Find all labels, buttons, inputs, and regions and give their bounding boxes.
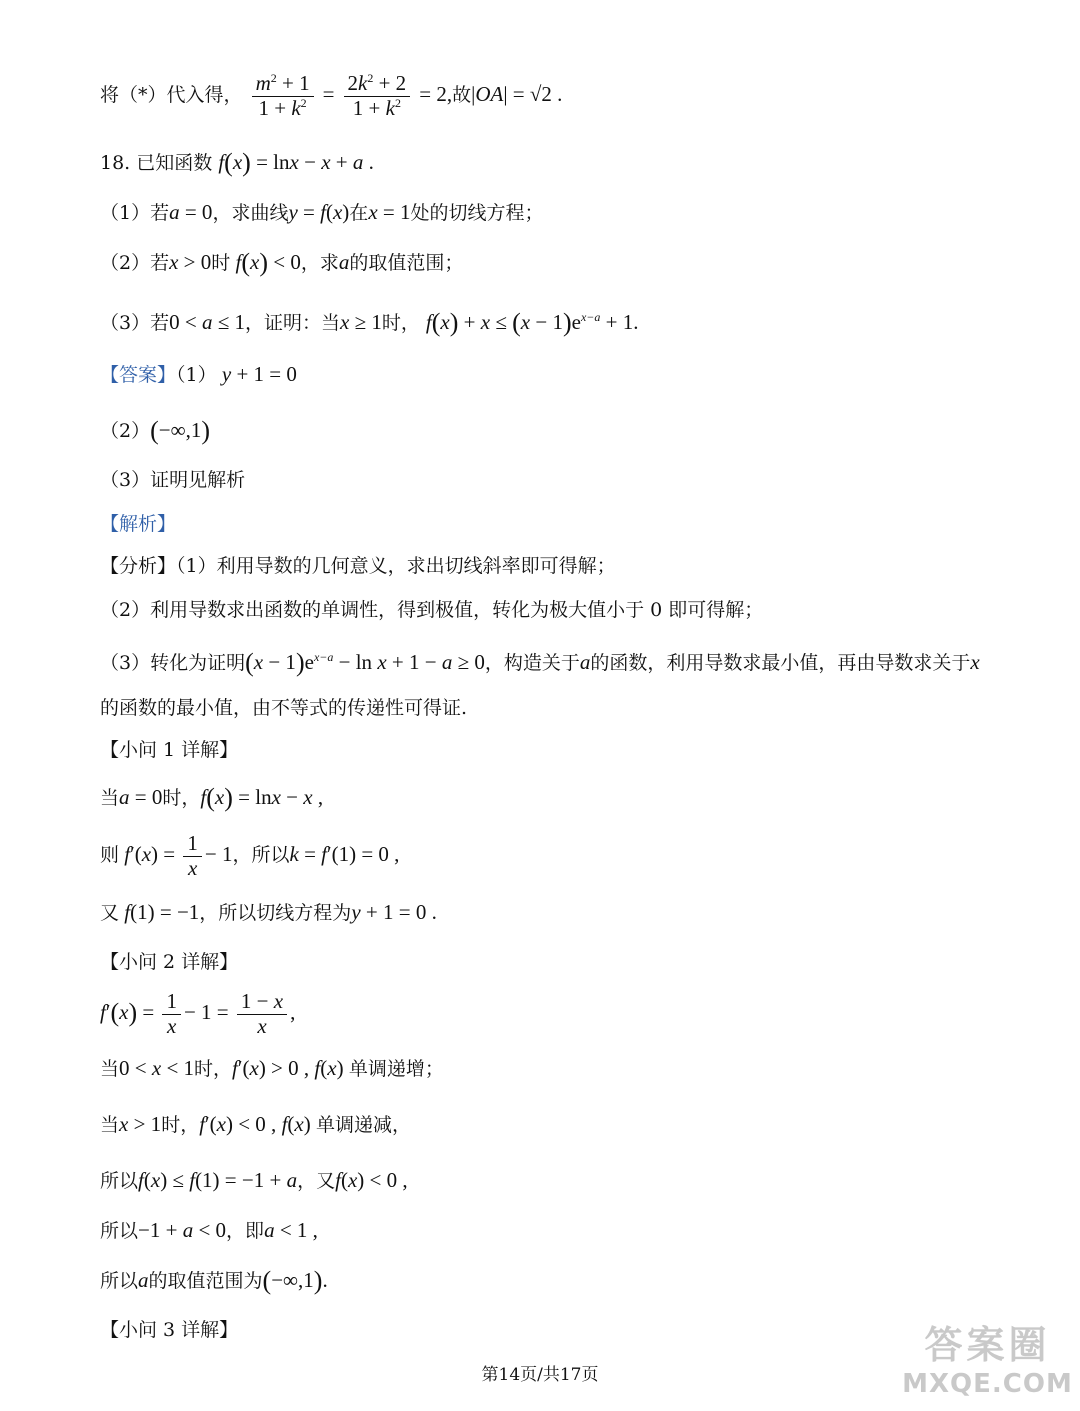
analysis-1: 【分析】（1）利用导数的几何意义，求出切线斜率即可得解； <box>100 555 616 577</box>
part2-line3: 当x > 1时，f′(x) < 0 , f(x) 单调递减， <box>100 1112 411 1136</box>
line-substitution: 将（*）代入得， $\frac{m^2 + 1}{1 + k^2}$ = $\frac{2k^2 + 2}{1 + k^2}$ = 2,故|OA| = √2 . <box>100 71 563 120</box>
question-2: （2）若x > 0时 f(x) < 0，求a的取值范围； <box>100 248 464 277</box>
part2-line5: 所以−1 + a < 0，即a < 1 , <box>100 1218 318 1242</box>
question-3: （3）若0 < a ≤ 1，证明：当x ≥ 1时， $f(x) + x \le (x - 1)e^{x-a} + 1$. <box>100 308 639 337</box>
part2-line4: 所以f(x) ≤ f(1) = −1 + a，又f(x) < 0 , <box>100 1168 408 1192</box>
text: 将（*）代入得， <box>100 84 243 106</box>
part1-line2: 则 f′(x) = $\frac{1}{x}$ − 1，所以k = f′(1) = 0 , <box>100 831 400 880</box>
part1-line3: 又 f(1) = −1，所以切线方程为y + 1 = 0 . <box>100 900 437 924</box>
analysis-3: （3）转化为证明$(x - 1)e^{x-a} - \ln x + 1 - a \ge 0$，构造关于a的函数，利用导数求最小值，再由导数求关于x <box>100 648 980 677</box>
answer-2: （2）(−∞,1) <box>100 416 211 445</box>
analysis-3-cont: 的函数的最小值，由不等式的传递性可得证. <box>100 697 468 719</box>
problem-18: 18. 已知函数 f(x) = lnx − x + a . <box>100 148 374 177</box>
answer-3: （3）证明见解析 <box>100 469 246 491</box>
question-1: （1）若a = 0，求曲线y = f(x)在x = 1处的切线方程； <box>100 200 544 224</box>
part2-line6: 所以a的取值范围为(−∞,1). <box>100 1266 328 1295</box>
analysis-tag: 【解析】 <box>100 513 177 535</box>
fraction: $\frac{m^2 + 1}{1 + k^2}$ <box>252 72 314 119</box>
part1-line1: 当a = 0时，f(x) = lnx − x , <box>100 783 324 812</box>
part1-heading: 【小问 1 详解】 <box>100 739 239 761</box>
analysis-2: （2）利用导数求出函数的单调性，得到极值，转化为极大值小于 0 即可得解； <box>100 599 764 621</box>
part3-heading: 【小问 3 详解】 <box>100 1319 239 1341</box>
watermark-logo: 答案圈 MXQE.COM <box>902 1323 1073 1399</box>
part2-line2: 当0 < x < 1时，f′(x) > 0 , f(x) 单调递增； <box>100 1056 444 1080</box>
page-number: 第14页/共17页 <box>481 1365 599 1385</box>
part2-heading: 【小问 2 详解】 <box>100 951 239 973</box>
part2-line1: f′(x) = $\frac{1}{x}$ − 1 = $\frac{1 - x}{x}$ , <box>100 989 296 1038</box>
fraction: $\frac{2k^2 + 2}{1 + k^2}$ <box>344 72 411 119</box>
answer-1: 【答案】（1） y + 1 = 0 <box>100 362 297 386</box>
